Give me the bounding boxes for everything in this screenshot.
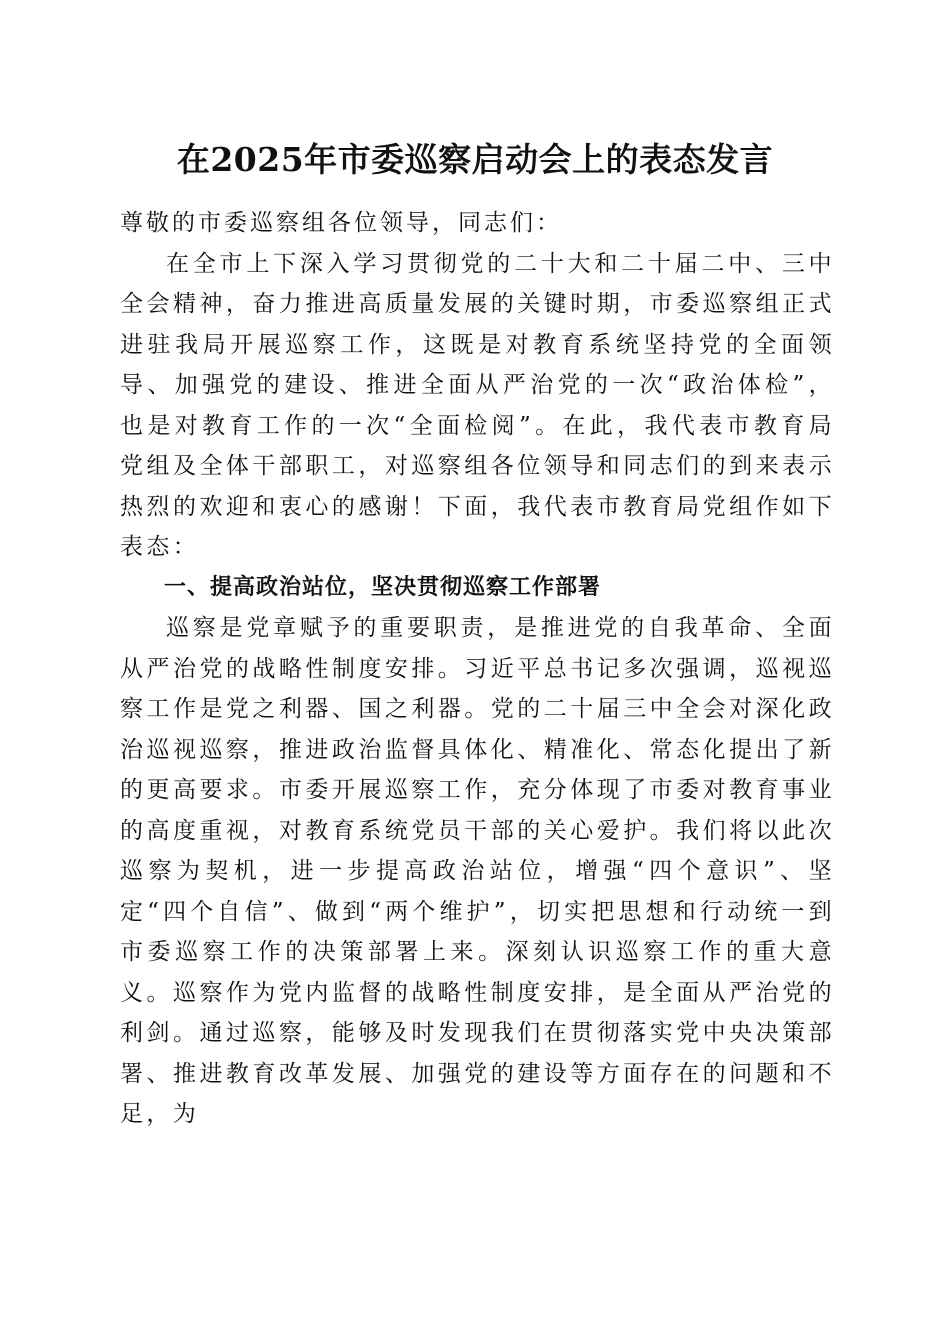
paragraph-intro: 在全市上下深入学习贯彻党的二十大和二十届二中、三中全会精神，奋力推进高质量发展的关键时期，市委巡察组正式进驻我局开展巡察工作，这既是对教育系统坚持党的全面领导、加强党的建设、推进全面从严治党的一次“政治体检”，也是对教育工作的一次“全面检阅”。在此，我代表市教育局党组及全体干部职工，对巡察组各位领导和同志们的到来表示热烈的欢迎和衷心的感谢！下面，我代表市教育局党组作如下表态： — [120, 250, 835, 560]
document-body — [120, 203, 835, 1135]
document-title: 在2025年市委巡察启动会上的表态发言 — [176, 140, 774, 179]
paragraph-section-1: 巡察是党章赋予的重要职责，是推进党的自我革命、全面从严治党的战略性制度安排。习近平总书记多次强调，巡视巡察工作是党之利器、国之利器。党的二十届三中全会对深化政治巡视巡察，推进政治监督具体化、精准化、常态化提出了新的更高要求。市委开展巡察工作，充分体现了市委对教育事业的高度重视，对教育系统党员干部的关心爱护。我们将以此次巡察为契机，进一步提高政治站位，增强“四个意识”、坚定“四个自信”、做到“两个维护”，切实把思想和行动统一到市委巡察工作的决策部署上来。深刻认识巡察工作的重大意义。巡察作为党内监督的战略性制度安排，是全面从严治党的利剑。通过巡察，能够及时发现我们在贯彻落实党中央决策部署、推进教育改革发展、加强党的建设等方面存在的问题和不足，为 — [120, 615, 835, 1127]
section-heading-1: 一、提高政治站位，坚决贯彻巡察工作部署 — [164, 574, 602, 600]
salutation: 尊敬的市委巡察组各位领导，同志们： — [120, 210, 562, 236]
